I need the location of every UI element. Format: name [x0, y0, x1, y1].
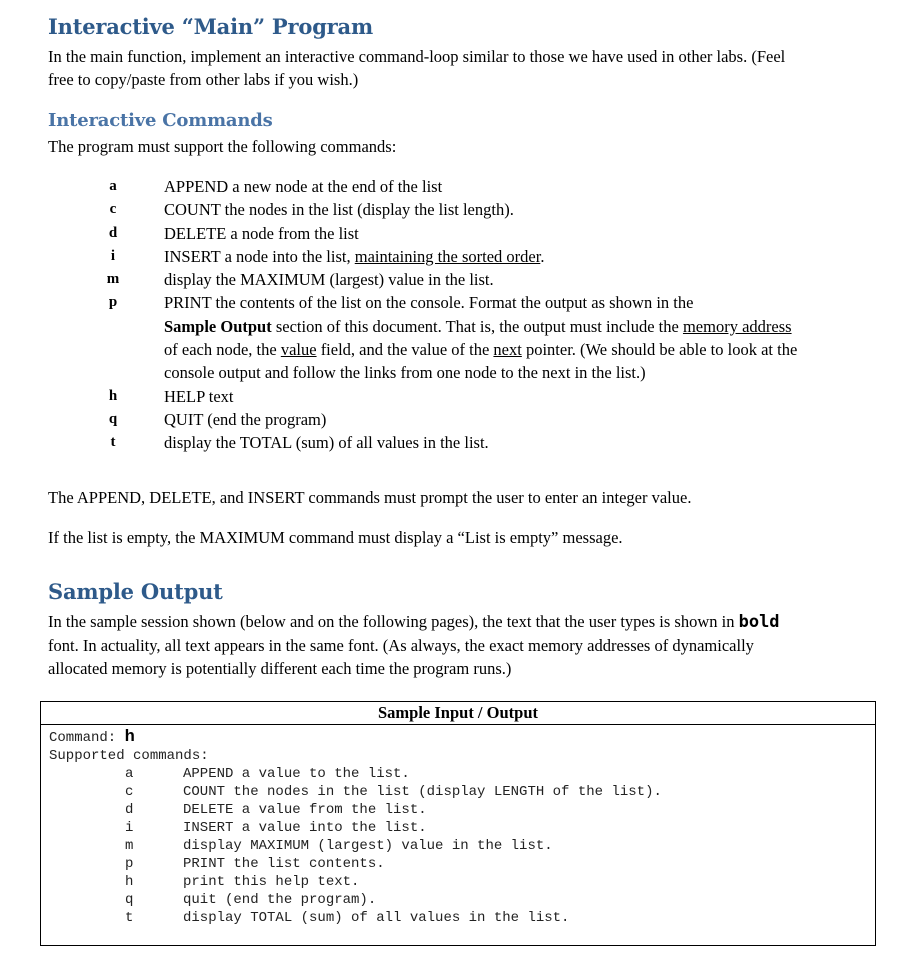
help-row: [49, 891, 875, 909]
desc-underlined: memory address: [682, 316, 792, 336]
intro-paragraph: [48, 45, 785, 91]
command-label: Command:: [49, 730, 125, 746]
user-input: h: [124, 728, 135, 747]
bold-word: bold: [738, 612, 780, 632]
help-row: [49, 765, 875, 783]
command-description: [164, 291, 864, 384]
sample-intro: [48, 610, 780, 680]
help-key: d: [125, 802, 134, 818]
desc-text: INSERT a node into the list,: [164, 246, 355, 266]
desc-text: console output and follow the links from one node to the next in the list.): [164, 363, 646, 383]
command-description: QUIT (end the program): [164, 409, 327, 429]
desc-text: of each node, the: [164, 340, 281, 360]
help-text: PRINT the list contents.: [183, 856, 385, 872]
help-row: [49, 801, 875, 819]
command-row-c: [0, 198, 913, 221]
command-row-p: [0, 291, 913, 384]
command-key: i: [110, 247, 116, 264]
sample-io-box: [40, 701, 876, 946]
command-key: a: [109, 178, 117, 194]
sample-intro-line-2: font. In actuality, all text appears in the same font. (As always, the exact memory addresses of dynamically: [48, 636, 754, 655]
command-key: p: [108, 294, 118, 311]
help-row: [49, 873, 875, 891]
desc-text: pointer. (We should be able to look at the: [521, 340, 798, 360]
desc-text: field, and the value of the: [316, 340, 494, 360]
command-row-h: [0, 385, 913, 408]
desc-underlined: next: [493, 340, 522, 360]
command-prompt-line: [49, 729, 875, 747]
prompt-note: The APPEND, DELETE, and INSERT commands must prompt the user to enter an integer value.: [48, 488, 692, 507]
command-description: display the TOTAL (sum) of all values in the list.: [164, 433, 489, 453]
help-row: [49, 783, 875, 801]
desc-underlined: value: [280, 340, 317, 360]
command-row-i: [0, 245, 913, 268]
help-text: DELETE a value from the list.: [183, 802, 427, 818]
intro-line-1: In the main function, implement an interactive command-loop similar to those we have used in other labs. (Feel: [48, 47, 786, 66]
help-key: a: [125, 766, 134, 782]
sample-intro-line-1: In the sample session shown (below and on the following pages), the text that the user types is shown in: [48, 612, 739, 631]
help-row: [49, 819, 875, 837]
help-text: print this help text.: [183, 874, 360, 890]
command-key: h: [108, 387, 118, 404]
desc-text: section of this document. That is, the output must include the: [271, 316, 683, 336]
command-description: COUNT the nodes in the list (display the list length).: [164, 200, 514, 220]
help-row: [49, 855, 875, 873]
help-key: i: [125, 820, 134, 836]
command-description: DELETE a node from the list: [164, 223, 359, 243]
heading-interactive-commands: Interactive Commands: [48, 110, 273, 131]
command-key: q: [108, 410, 118, 427]
command-row-q: [0, 408, 913, 431]
desc-text: PRINT the contents of the list on the console. Format the output as shown in the: [164, 293, 694, 313]
command-key: c: [109, 201, 117, 218]
empty-note: If the list is empty, the MAXIMUM command must display a “List is empty” message.: [48, 528, 623, 547]
help-key: p: [125, 856, 134, 872]
console-output: [41, 725, 875, 927]
command-description: HELP text: [164, 386, 234, 406]
desc-underlined: maintaining the sorted order: [354, 246, 541, 266]
supported-commands-line: Supported commands:: [49, 748, 209, 764]
help-text: quit (end the program).: [183, 892, 377, 908]
sample-io-title: Sample Input / Output: [41, 702, 875, 725]
desc-bold: Sample Output: [164, 316, 272, 336]
intro-line-2: free to copy/paste from other labs if you wish.): [48, 70, 359, 89]
heading-sample-output: Sample Output: [48, 579, 223, 604]
desc-text: .: [540, 246, 545, 266]
command-row-a: [0, 175, 913, 198]
help-key: q: [125, 892, 134, 908]
help-key: h: [125, 874, 134, 890]
command-description: display the MAXIMUM (largest) value in the list.: [164, 270, 494, 290]
command-row-t: [0, 431, 913, 454]
help-key: c: [125, 784, 134, 800]
help-key: t: [125, 910, 134, 926]
help-text: APPEND a value to the list.: [183, 766, 410, 782]
command-key: t: [110, 434, 116, 451]
help-text: COUNT the nodes in the list (display LENGTH of the list).: [183, 784, 662, 800]
help-row: [49, 909, 875, 927]
sample-intro-line-3: allocated memory is potentially different each time the program runs.): [48, 659, 512, 678]
help-row: [49, 837, 875, 855]
help-text: display TOTAL (sum) of all values in the list.: [183, 910, 570, 926]
help-text: display MAXIMUM (largest) value in the list.: [183, 838, 553, 854]
commands-intro: The program must support the following commands:: [48, 137, 397, 156]
command-description: [164, 245, 864, 268]
command-list: [0, 175, 913, 455]
command-row-d: [0, 222, 913, 245]
help-text: INSERT a value into the list.: [183, 820, 427, 836]
command-row-m: [0, 268, 913, 291]
command-key: d: [108, 224, 118, 241]
help-key: m: [125, 838, 134, 854]
command-key: m: [106, 271, 120, 288]
heading-main-program: Interactive “Main” Program: [48, 14, 373, 39]
command-description: APPEND a new node at the end of the list: [164, 177, 443, 196]
